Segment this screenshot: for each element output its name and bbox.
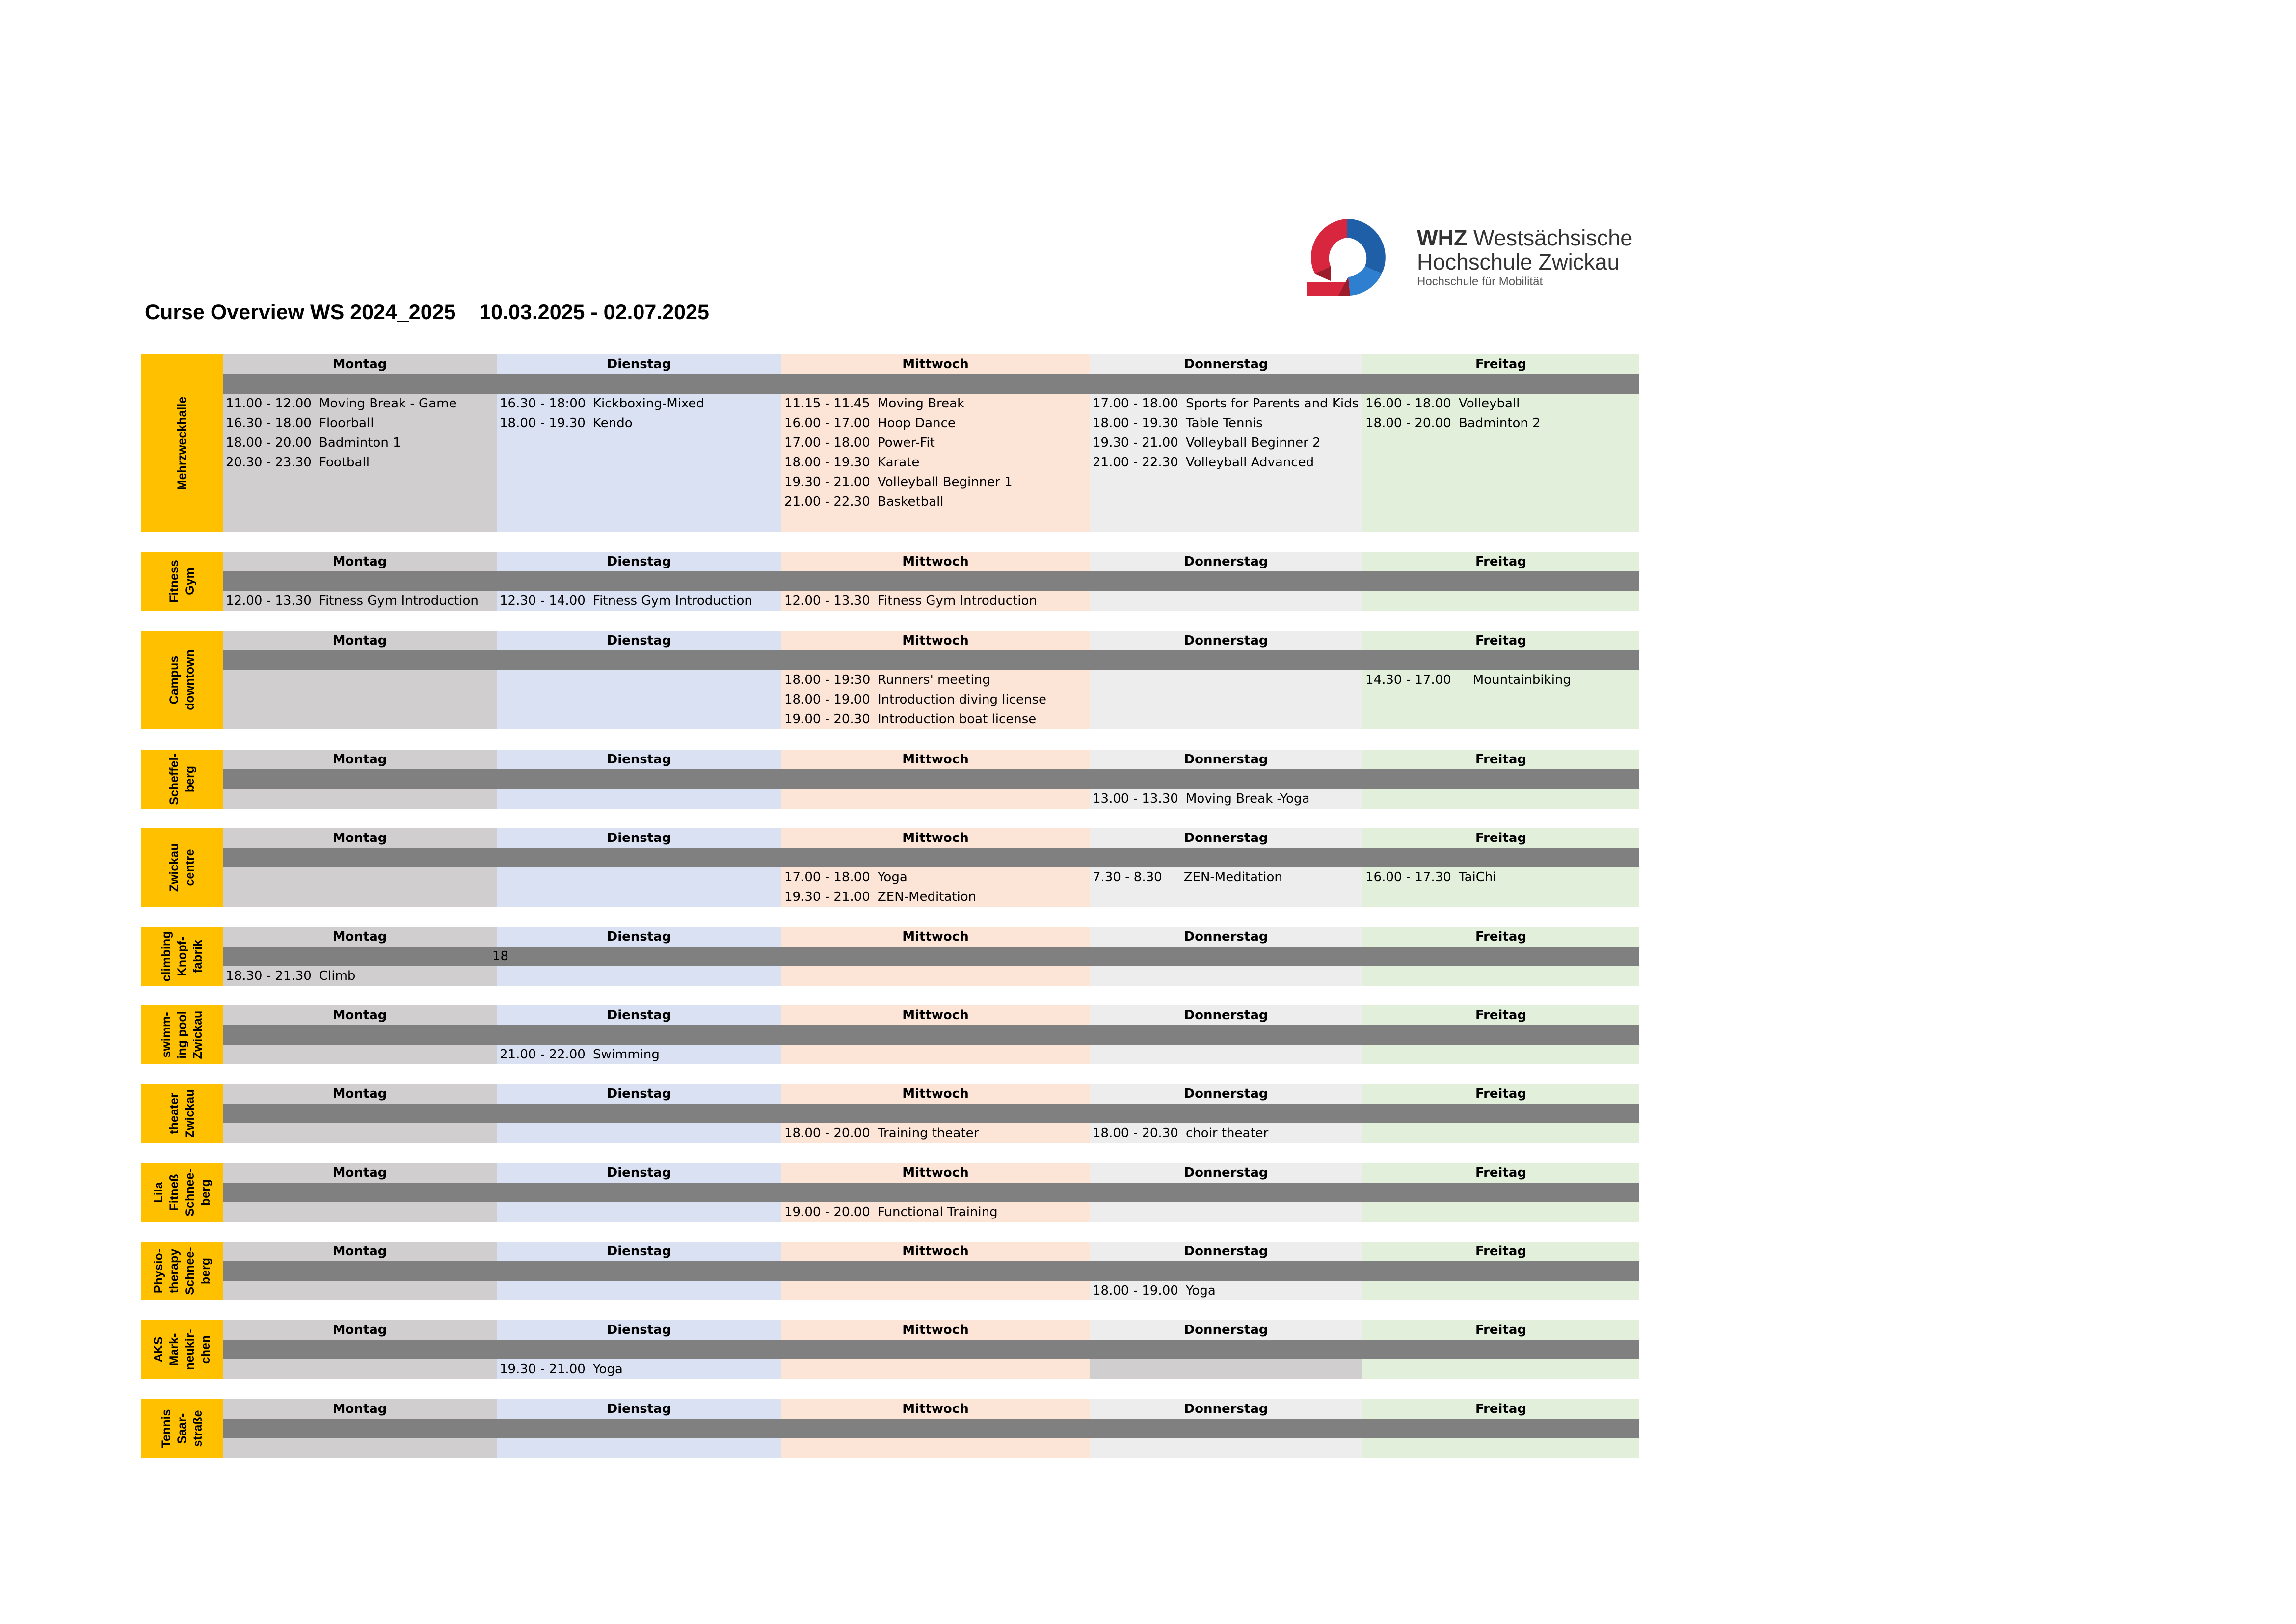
course-entry[interactable] — [784, 670, 1046, 690]
course-name: Hoop Dance — [878, 416, 956, 431]
course-name: choir theater — [1186, 1126, 1269, 1140]
course-name: Basketball — [878, 494, 944, 509]
course-name: Fitness Gym Introduction — [878, 594, 1037, 608]
day-header-montag: Montag — [332, 1402, 387, 1416]
course-list — [1365, 670, 1571, 690]
day-header-freitag: Freitag — [1475, 1323, 1527, 1337]
course-time: 16.30 - 18.00 — [226, 416, 312, 431]
venue-section — [141, 1399, 1639, 1458]
course-name: Runners' meeting — [878, 673, 990, 687]
day-header-freitag: Freitag — [1475, 929, 1527, 944]
course-name: Fitness Gym Introduction — [319, 594, 479, 608]
course-list — [226, 394, 456, 472]
venue-label: Mehrzweckhalle — [175, 396, 189, 490]
day-header-montag: Montag — [332, 357, 387, 372]
course-time: 11.15 - 11.45 — [784, 396, 870, 411]
venue-label: AKS Mark- neukir- chen — [152, 1329, 213, 1370]
course-entry[interactable] — [1365, 394, 1541, 413]
course-time: 18.00 - 20.00 — [784, 1126, 870, 1140]
course-time: 16.00 - 17.00 — [784, 416, 870, 431]
logo-brand-bold: WHZ — [1417, 225, 1468, 250]
course-name: Power-Fit — [878, 435, 935, 450]
separator-bar — [223, 1104, 1639, 1123]
course-time: 12.00 - 13.30 — [784, 594, 870, 608]
venue-label: Fitness Gym — [167, 560, 197, 603]
course-list — [784, 867, 976, 907]
course-time: 18.00 - 20.00 — [1365, 416, 1451, 431]
course-entry[interactable] — [784, 1202, 998, 1222]
separator-bar — [223, 650, 1639, 670]
course-name: Table Tennis — [1186, 416, 1263, 431]
course-entry[interactable] — [784, 472, 1013, 492]
day-header-mittwoch: Mittwoch — [902, 1086, 969, 1101]
venue-section — [141, 1005, 1639, 1064]
day-header-dienstag: Dienstag — [607, 1323, 671, 1337]
course-name: Volleyball Beginner 1 — [878, 475, 1013, 489]
course-name: Moving Break - Game — [319, 396, 457, 411]
course-name: Introduction boat license — [878, 712, 1037, 727]
separator-bar — [223, 848, 1639, 867]
day-header-dienstag: Dienstag — [607, 831, 671, 845]
course-list — [500, 1359, 623, 1379]
day-header-montag: Montag — [332, 1008, 387, 1023]
course-name: Sports for Parents and Kids — [1186, 396, 1359, 411]
course-name: Functional Training — [878, 1205, 998, 1219]
course-list — [226, 966, 355, 986]
day-header-donnerstag: Donnerstag — [1184, 1008, 1268, 1023]
course-name: TaiChi — [1459, 870, 1496, 885]
course-time: 18.00 - 20.30 — [1093, 1126, 1178, 1140]
course-entry[interactable] — [784, 394, 1013, 413]
course-time: 17.00 - 18.00 — [784, 435, 870, 450]
day-header-montag: Montag — [332, 1165, 387, 1180]
course-list — [784, 394, 1013, 512]
day-header-freitag: Freitag — [1475, 1165, 1527, 1180]
course-name: Yoga — [1186, 1283, 1216, 1298]
day-header-donnerstag: Donnerstag — [1184, 554, 1268, 569]
whz-logo — [1303, 215, 1642, 299]
course-list — [500, 1045, 660, 1064]
course-time: 21.00 - 22.30 — [1093, 455, 1178, 470]
venue-label: Physio- therapy Schnee- berg — [152, 1247, 213, 1295]
venue-section — [141, 828, 1639, 907]
separator-bar — [223, 1025, 1639, 1045]
day-header-montag: Montag — [332, 554, 387, 569]
course-name: Fitness Gym Introduction — [593, 594, 752, 608]
day-header-donnerstag: Donnerstag — [1184, 633, 1268, 648]
day-header-dienstag: Dienstag — [607, 1165, 671, 1180]
course-name: ZEN-Meditation — [1183, 870, 1282, 885]
course-time: 16.00 - 18.00 — [1365, 396, 1451, 411]
course-entry[interactable] — [1365, 867, 1496, 887]
course-entry[interactable] — [1093, 1123, 1268, 1143]
separator-bar — [223, 571, 1639, 591]
day-header-donnerstag: Donnerstag — [1184, 1244, 1268, 1259]
venue-label-cell — [141, 552, 223, 611]
course-entry[interactable] — [784, 1123, 979, 1143]
separator-bar — [223, 947, 1639, 966]
course-time: 18.00 - 19.30 — [1093, 416, 1178, 431]
course-time: 12.30 - 14.00 — [500, 594, 586, 608]
course-time: 21.00 - 22.30 — [784, 494, 870, 509]
course-entry[interactable] — [1365, 670, 1571, 690]
day-header-dienstag: Dienstag — [607, 357, 671, 372]
course-time: 18.00 - 19.30 — [500, 416, 586, 431]
separator-bar — [223, 769, 1639, 789]
venue-label: Zwickau centre — [167, 843, 197, 892]
course-name: Kendo — [593, 416, 633, 431]
day-header-dienstag: Dienstag — [607, 554, 671, 569]
venue-label-cell — [141, 1084, 223, 1143]
course-entry[interactable] — [784, 867, 976, 887]
course-time: 21.00 - 22.00 — [500, 1047, 586, 1062]
course-time: 19.30 - 21.00 — [784, 890, 870, 904]
course-list — [1093, 867, 1282, 887]
day-header-donnerstag: Donnerstag — [1184, 1086, 1268, 1101]
venue-label-cell — [141, 1005, 223, 1064]
day-header-mittwoch: Mittwoch — [902, 831, 969, 845]
course-time: 19.00 - 20.00 — [784, 1205, 870, 1219]
venue-section — [141, 750, 1639, 809]
venue-section — [141, 631, 1639, 729]
venue-label-cell — [141, 927, 223, 986]
day-header-freitag: Freitag — [1475, 1008, 1527, 1023]
course-list — [1365, 867, 1496, 887]
day-header-mittwoch: Mittwoch — [902, 357, 969, 372]
course-entry[interactable] — [784, 887, 976, 907]
whz-logo-icon — [1303, 215, 1391, 299]
venue-label-cell — [141, 1242, 223, 1300]
day-header-montag: Montag — [332, 1244, 387, 1259]
course-name: Moving Break -Yoga — [1186, 791, 1310, 806]
course-entry[interactable] — [784, 492, 1013, 512]
course-entry[interactable] — [500, 591, 752, 611]
course-time: 13.00 - 13.30 — [1093, 791, 1178, 806]
course-list — [784, 1123, 979, 1143]
course-entry[interactable] — [500, 1359, 623, 1379]
course-entry[interactable] — [226, 394, 456, 413]
day-header-donnerstag: Donnerstag — [1184, 1165, 1268, 1180]
course-name: Football — [319, 455, 370, 470]
day-header-donnerstag: Donnerstag — [1184, 1402, 1268, 1416]
day-column-freitag — [1362, 828, 1639, 907]
separator-bar — [223, 1261, 1639, 1281]
day-header-dienstag: Dienstag — [607, 1008, 671, 1023]
venue-label-cell — [141, 354, 223, 532]
venue-label-cell — [141, 750, 223, 809]
course-time: 19.00 - 20.30 — [784, 712, 870, 727]
course-time: 16.30 - 18:00 — [500, 396, 586, 411]
course-entry[interactable] — [1093, 394, 1359, 413]
course-time: 19.30 - 21.00 — [500, 1362, 586, 1377]
course-time: 11.00 - 12.00 — [226, 396, 312, 411]
course-entry[interactable] — [500, 413, 704, 433]
day-column-montag — [223, 828, 497, 907]
day-header-freitag: Freitag — [1475, 633, 1527, 648]
day-header-montag: Montag — [332, 752, 387, 767]
day-header-dienstag: Dienstag — [607, 1086, 671, 1101]
venue-label: climbing Knopf- fabrik — [160, 931, 205, 982]
day-header-mittwoch: Mittwoch — [902, 633, 969, 648]
course-time: 14.30 - 17.00 — [1365, 673, 1451, 687]
day-header-donnerstag: Donnerstag — [1184, 831, 1268, 845]
course-list — [500, 591, 752, 611]
venue-label: Tennis Saar- straße — [160, 1409, 205, 1448]
bar-number: 18 — [492, 949, 508, 964]
venue-section — [141, 927, 1639, 986]
course-time: 18.00 - 19:30 — [784, 673, 871, 687]
course-name: Badminton 1 — [319, 435, 401, 450]
venue-label: theater Zwickau — [167, 1089, 197, 1138]
course-time: 18.00 - 19.00 — [784, 692, 870, 707]
course-list — [784, 1202, 998, 1222]
shaded-cell — [1090, 1359, 1362, 1379]
day-column-freitag — [1362, 631, 1639, 729]
course-entry[interactable] — [1093, 453, 1359, 472]
course-entry[interactable] — [1093, 433, 1359, 453]
day-header-mittwoch: Mittwoch — [902, 1402, 969, 1416]
day-header-donnerstag: Donnerstag — [1184, 752, 1268, 767]
day-column-montag — [223, 631, 497, 729]
venue-label-cell — [141, 1163, 223, 1222]
day-header-mittwoch: Mittwoch — [902, 752, 969, 767]
day-header-freitag: Freitag — [1475, 1402, 1527, 1416]
course-list — [784, 670, 1046, 729]
course-time: 7.30 - 8.30 — [1093, 870, 1162, 885]
course-entry[interactable] — [1365, 413, 1541, 433]
course-entry[interactable] — [226, 453, 456, 472]
venue-label: Lila Fitneß Schnee- berg — [152, 1168, 213, 1217]
day-header-donnerstag: Donnerstag — [1184, 1323, 1268, 1337]
day-column-dienstag — [497, 828, 781, 907]
course-time: 18.00 - 19.00 — [1093, 1283, 1178, 1298]
logo-brand-rest: Westsächsische — [1467, 225, 1633, 250]
course-name: Volleyball Beginner 2 — [1186, 435, 1321, 450]
course-list — [1093, 394, 1359, 472]
course-entry[interactable] — [226, 433, 456, 453]
course-time: 20.30 - 23.30 — [226, 455, 312, 470]
separator-bar — [223, 1340, 1639, 1359]
day-header-mittwoch: Mittwoch — [902, 1008, 969, 1023]
day-header-montag: Montag — [332, 1086, 387, 1101]
venue-label: Scheffel- berg — [167, 753, 197, 805]
day-column-mittwoch — [781, 828, 1090, 907]
course-time: 16.00 - 17.30 — [1365, 870, 1451, 885]
course-entry[interactable] — [226, 966, 355, 986]
course-time: 12.00 - 13.30 — [226, 594, 312, 608]
course-entry[interactable] — [784, 690, 1046, 709]
venue-label-cell — [141, 631, 223, 729]
day-header-dienstag: Dienstag — [607, 752, 671, 767]
course-time: 18.00 - 20.00 — [226, 435, 312, 450]
course-name: Volleyball Advanced — [1186, 455, 1314, 470]
course-list — [1093, 789, 1309, 809]
venue-section — [141, 1084, 1639, 1143]
day-column-dienstag — [497, 631, 781, 729]
separator-bar — [223, 1183, 1639, 1202]
venue-section — [141, 354, 1639, 532]
separator-bar — [223, 374, 1639, 394]
course-name: Mountainbiking — [1472, 673, 1571, 687]
course-name: Training theater — [878, 1126, 979, 1140]
course-time: 18.30 - 21.30 — [226, 969, 312, 983]
course-name: Kickboxing-Mixed — [593, 396, 704, 411]
course-time: 19.30 - 21.00 — [784, 475, 870, 489]
venue-label-cell — [141, 1399, 223, 1458]
course-name: Moving Break — [878, 396, 965, 411]
day-header-donnerstag: Donnerstag — [1184, 929, 1268, 944]
day-header-dienstag: Dienstag — [607, 929, 671, 944]
course-entry[interactable] — [784, 591, 1037, 611]
day-column-mittwoch — [781, 631, 1090, 729]
day-header-freitag: Freitag — [1475, 752, 1527, 767]
course-entry[interactable] — [784, 413, 1013, 433]
page-title: Curse Overview WS 2024_2025 10.03.2025 - 02.07.2025 — [145, 300, 709, 324]
course-list — [226, 591, 479, 611]
course-list — [1093, 1281, 1216, 1300]
course-time: 18.00 - 19.30 — [784, 455, 870, 470]
day-header-mittwoch: Mittwoch — [902, 929, 969, 944]
course-entry[interactable] — [784, 453, 1013, 472]
day-header-mittwoch: Mittwoch — [902, 1165, 969, 1180]
course-list — [784, 591, 1037, 611]
logo-line-2: Hochschule Zwickau — [1417, 249, 1620, 274]
day-header-freitag: Freitag — [1475, 831, 1527, 845]
venue-label-cell — [141, 1320, 223, 1379]
course-entry[interactable] — [226, 591, 479, 611]
separator-bar — [223, 1419, 1639, 1438]
day-header-montag: Montag — [332, 929, 387, 944]
venue-section — [141, 1242, 1639, 1300]
course-name: Climb — [319, 969, 356, 983]
course-entry[interactable] — [500, 1045, 660, 1064]
course-entry[interactable] — [1093, 413, 1359, 433]
day-column-donnerstag — [1090, 828, 1362, 907]
day-header-freitag: Freitag — [1475, 1086, 1527, 1101]
course-name: Badminton 2 — [1459, 416, 1541, 431]
day-header-mittwoch: Mittwoch — [902, 1244, 969, 1259]
course-name: Volleyball — [1459, 396, 1520, 411]
course-name: Floorball — [319, 416, 374, 431]
day-header-freitag: Freitag — [1475, 554, 1527, 569]
course-entry[interactable] — [1093, 789, 1309, 809]
day-header-donnerstag: Donnerstag — [1184, 357, 1268, 372]
course-list — [500, 394, 704, 433]
logo-tagline: Hochschule für Mobilität — [1417, 275, 1543, 288]
day-header-dienstag: Dienstag — [607, 633, 671, 648]
course-name: Karate — [878, 455, 920, 470]
course-entry[interactable] — [1093, 867, 1282, 887]
course-entry[interactable] — [784, 433, 1013, 453]
course-name: Introduction diving license — [878, 692, 1047, 707]
course-entry[interactable] — [500, 394, 704, 413]
day-header-freitag: Freitag — [1475, 357, 1527, 372]
course-list — [1093, 1123, 1268, 1143]
day-header-mittwoch: Mittwoch — [902, 554, 969, 569]
day-header-freitag: Freitag — [1475, 1244, 1527, 1259]
venue-label: Campus downtown — [167, 650, 197, 710]
day-header-mittwoch: Mittwoch — [902, 1323, 969, 1337]
day-header-dienstag: Dienstag — [607, 1244, 671, 1259]
logo-text — [1417, 226, 1632, 290]
course-name: Yoga — [878, 870, 908, 885]
venue-label-cell — [141, 828, 223, 907]
day-header-montag: Montag — [332, 633, 387, 648]
day-header-dienstag: Dienstag — [607, 1402, 671, 1416]
course-name: Yoga — [593, 1362, 623, 1377]
course-list — [1365, 394, 1541, 433]
course-entry[interactable] — [1093, 1281, 1216, 1300]
course-time: 17.00 - 18.00 — [784, 870, 870, 885]
course-time: 17.00 - 18.00 — [1093, 396, 1178, 411]
course-entry[interactable] — [226, 413, 456, 433]
venue-section — [141, 1163, 1639, 1222]
course-time: 19.30 - 21.00 — [1093, 435, 1178, 450]
day-column-donnerstag — [1090, 631, 1362, 729]
day-header-montag: Montag — [332, 1323, 387, 1337]
venue-section — [141, 552, 1639, 611]
day-header-montag: Montag — [332, 831, 387, 845]
course-name: Swimming — [593, 1047, 660, 1062]
course-entry[interactable] — [784, 709, 1046, 729]
course-name: ZEN-Meditation — [878, 890, 977, 904]
venue-label: swimm- ing pool Zwickau — [160, 1010, 205, 1059]
venue-section — [141, 1320, 1639, 1379]
